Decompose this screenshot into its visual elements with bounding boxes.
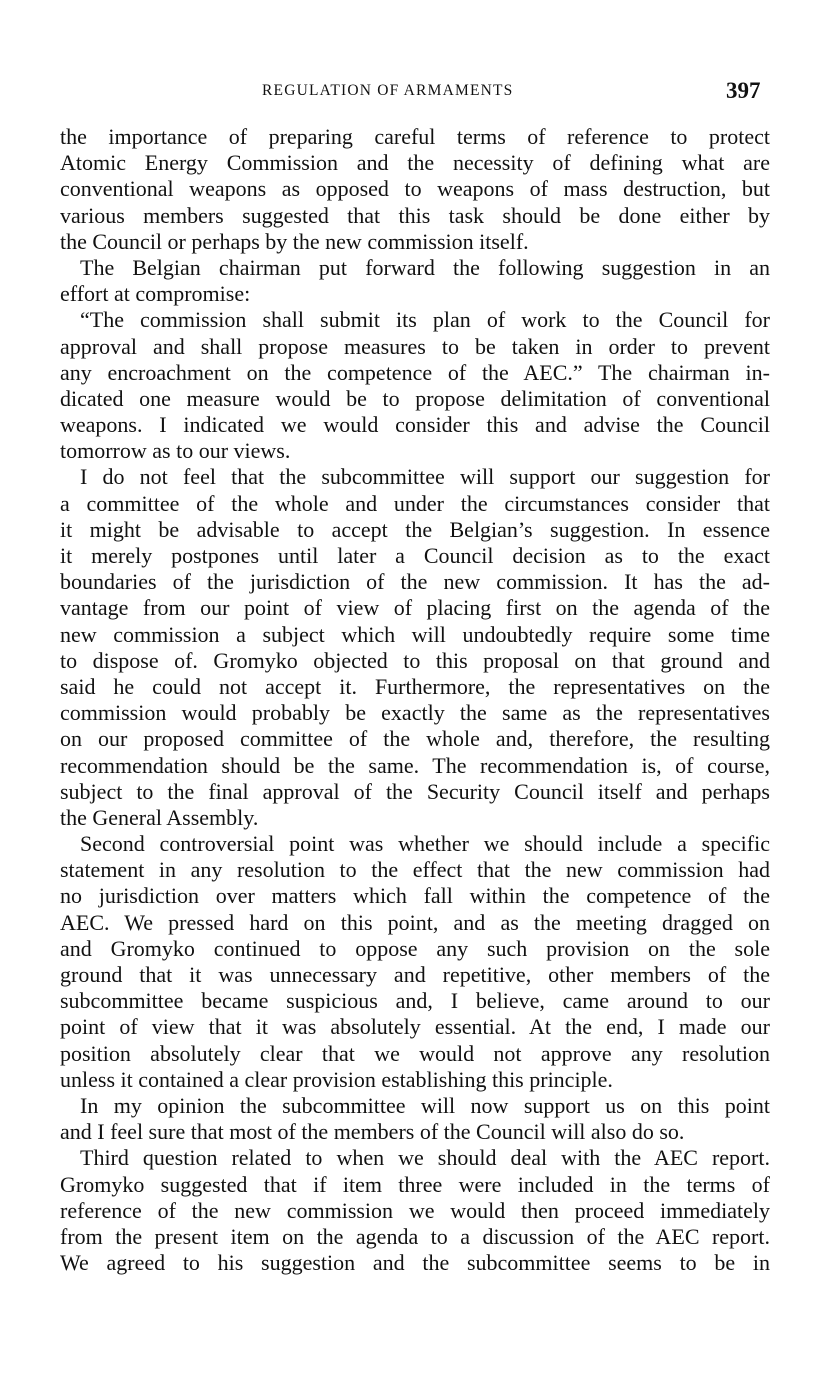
text-line: subcommittee became suspicious and, I believe, came around to our [60, 988, 770, 1014]
text-line: the General Assembly. [60, 804, 259, 830]
text-line: a committee of the whole and under the circumstances consider that [60, 490, 770, 516]
text-line: effort at compromise: [60, 281, 251, 307]
text-line: to dispose of. Gromyko objected to this proposal on that ground and [60, 647, 770, 673]
text-line: Third question related to when we should deal with the AEC report. [80, 1145, 770, 1171]
paragraph [60, 464, 770, 831]
text-line: “The commission shall submit its plan of work to the Council for [80, 307, 770, 333]
text-line: boundaries of the jurisdiction of the new commission. It has the ad- [60, 569, 770, 595]
text-line: ground that it was unnecessary and repetitive, other members of the [60, 962, 770, 987]
text-line: various members suggested that this task should be done either by [60, 202, 770, 228]
text-line: tomorrow as to our views. [60, 438, 291, 464]
text-line: and I feel sure that most of the members of the Council will also do so. [60, 1119, 685, 1145]
text-line: the Council or perhaps by the new commission itself. [60, 228, 529, 254]
paragraph [60, 124, 770, 255]
body-text [60, 124, 770, 1276]
text-line: AEC. We pressed hard on this point, and as the meeting dragged on [60, 909, 770, 935]
text-line: commission would probably be exactly the same as the representatives [60, 700, 770, 726]
paragraph [60, 831, 770, 1093]
text-line: I do not feel that the subcommittee will support our suggestion for [80, 464, 770, 490]
text-line: subject to the final approval of the Security Council itself and perhaps [60, 778, 770, 804]
text-line: unless it contained a clear provision establishing this principle. [60, 1066, 613, 1092]
text-line: The Belgian chairman put forward the following suggestion in an [80, 254, 770, 280]
text-line: We agreed to his suggestion and the subcommittee seems to be in [60, 1250, 770, 1276]
text-line: any encroachment on the competence of the AEC.” The chairman in- [60, 359, 770, 385]
text-line: weapons. I indicated we would consider this and advise the Council [60, 412, 770, 438]
text-line: it merely postpones until later a Council decision as to the exact [60, 543, 770, 568]
text-line: Atomic Energy Commission and the necessity of defining what are [60, 150, 770, 176]
text-line: said he could not accept it. Furthermore, the representatives on the [60, 673, 770, 699]
text-line: approval and shall propose measures to be taken in order to prevent [60, 333, 770, 359]
paragraph [60, 255, 770, 307]
text-line: no jurisdiction over matters which fall within the competence of the [60, 883, 770, 909]
text-line: dicated one measure would be to propose delimitation of conventional [60, 385, 770, 411]
page-number: 397 [726, 78, 761, 103]
text-line: Second controversial point was whether we should include a specific [80, 831, 770, 857]
text-line: point of view that it was absolutely essential. At the end, I made our [60, 1014, 770, 1040]
text-line: conventional weapons as opposed to weapons of mass destruction, but [60, 176, 770, 202]
text-line: In my opinion the subcommittee will now support us on this point [80, 1092, 770, 1118]
text-line: on our proposed committee of the whole and, therefore, the resulting [60, 726, 770, 752]
text-line: statement in any resolution to the effect that the new commission had [60, 857, 770, 883]
text-line: it might be advisable to accept the Belgian’s suggestion. In essence [60, 516, 770, 542]
paragraph [60, 307, 770, 464]
text-line: reference of the new commission we would then proceed immediately [60, 1197, 770, 1223]
text-line: from the present item on the agenda to a discussion of the AEC report. [60, 1223, 770, 1249]
text-line: and Gromyko continued to oppose any such provision on the sole [60, 935, 770, 961]
text-line: position absolutely clear that we would not approve any resolution [60, 1040, 770, 1066]
text-line: the importance of preparing careful terms of reference to protect [60, 124, 770, 149]
text-line: new commission a subject which will undoubtedly require some time [60, 621, 770, 647]
text-line: vantage from our point of view of placing first on the agenda of the [60, 595, 770, 621]
paragraph [60, 1145, 770, 1276]
paragraph [60, 1093, 770, 1145]
running-head-title: REGULATION OF ARMAMENTS [262, 82, 514, 99]
text-line: Gromyko suggested that if item three were included in the terms of [60, 1171, 770, 1197]
text-line: recommendation should be the same. The recommendation is, of course, [60, 752, 770, 778]
